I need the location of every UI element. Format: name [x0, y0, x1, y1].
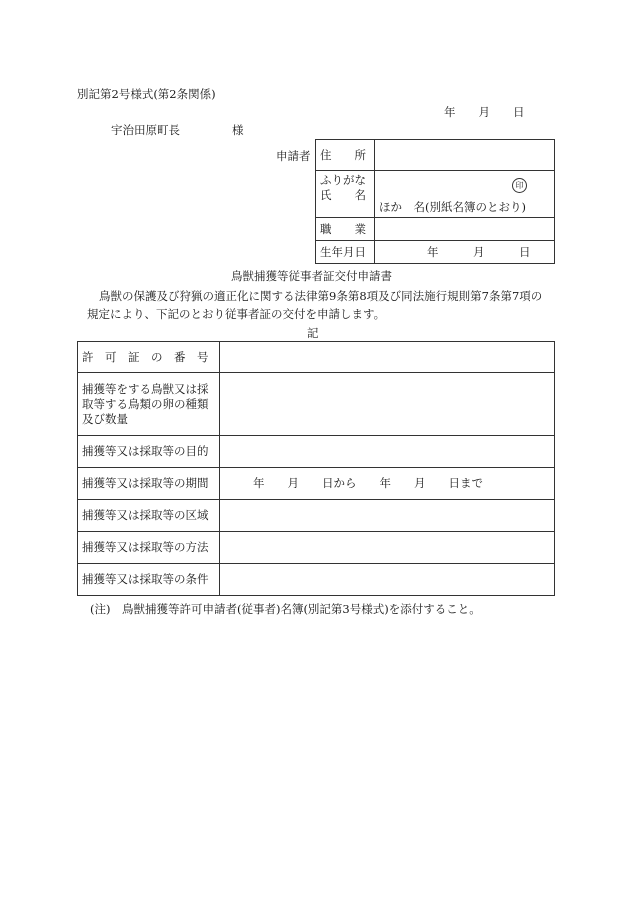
ki-heading: 記 [307, 326, 319, 340]
addressee-name: 宇治田原町長 [111, 123, 180, 137]
applicant-label: 申請者 [276, 149, 311, 163]
detail-label-area: 捕獲等又は採取等の区域 [78, 500, 220, 532]
address-label: 住 所 [316, 140, 375, 171]
detail-value-area[interactable] [220, 500, 555, 532]
name-field[interactable] [375, 171, 555, 218]
address-field[interactable] [375, 140, 555, 171]
footnote: (注) 鳥獣捕獲等許可申請者(従事者)名簿(別記第3号様式)を添付すること。 [90, 602, 481, 616]
date-line: 年 月 日 [444, 105, 525, 119]
form-number: 別記第2号様式(第2条関係) [77, 87, 216, 101]
body-text-line-1: 鳥獣の保護及び狩猟の適正化に関する法律第9条第8項及び同法施行規則第7条第7項の [99, 289, 543, 303]
birthdate-label: 生年月日 [316, 241, 375, 264]
name-label-cell [316, 171, 375, 218]
detail-value-permit-number[interactable] [220, 342, 555, 373]
detail-label-method: 捕獲等又は採取等の方法 [78, 532, 220, 564]
details-table [77, 341, 555, 596]
birthdate-field[interactable]: 年 月 日 [375, 241, 555, 264]
detail-label-species: 捕獲等をする鳥獣又は採取等する鳥類の卵の種類及び数量 [78, 373, 220, 436]
seal-mark: 印 [512, 178, 527, 193]
addressee-honorific: 様 [232, 123, 244, 137]
detail-label-purpose: 捕獲等又は採取等の目的 [78, 436, 220, 468]
others-note: ほか 名(別紙名簿のとおり) [379, 200, 526, 214]
name-label: 氏 名 [320, 188, 366, 202]
detail-label-conditions: 捕獲等又は採取等の条件 [78, 564, 220, 596]
detail-value-method[interactable] [220, 532, 555, 564]
detail-label-period: 捕獲等又は採取等の期間 [78, 468, 220, 500]
furigana-label: ふりがな [320, 173, 366, 187]
occupation-field[interactable] [375, 218, 555, 241]
occupation-label: 職 業 [316, 218, 375, 241]
detail-value-species[interactable] [220, 373, 555, 436]
detail-label-permit-number: 許 可 証 の 番 号 [78, 342, 220, 373]
body-text-line-2: 規定により、下記のとおり従事者証の交付を申請します。 [87, 307, 386, 321]
detail-value-purpose[interactable] [220, 436, 555, 468]
detail-value-conditions[interactable] [220, 564, 555, 596]
detail-value-period[interactable]: 年 月 日から 年 月 日まで [220, 468, 555, 500]
applicant-table [315, 139, 555, 264]
form-title: 鳥獣捕獲等従事者証交付申請書 [231, 269, 392, 283]
